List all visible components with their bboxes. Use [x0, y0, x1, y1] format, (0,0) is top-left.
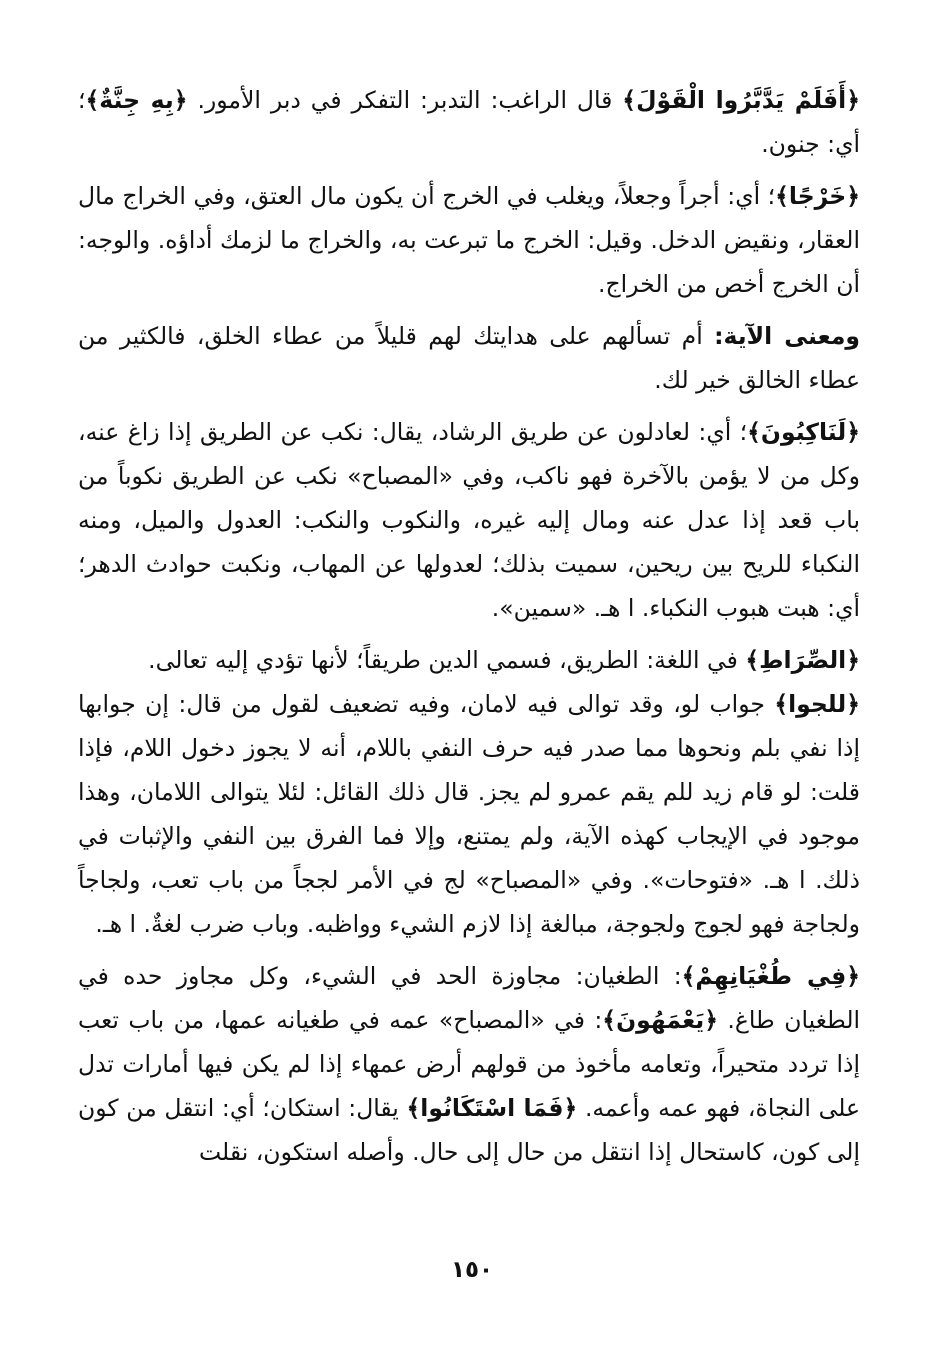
paragraph-4: [78, 410, 860, 630]
quran-term: ﴿الصِّرَاطِ﴾: [745, 646, 860, 674]
page-body: [78, 78, 860, 1174]
quran-term: ﴿لَنَاكِبُونَ﴾: [747, 418, 860, 446]
paragraph-2: [78, 174, 860, 306]
page-number: ١٥٠: [450, 1257, 494, 1283]
body-text: أم تسألهم على هدايتك لهم قليلاً من عطاء الخلق، فالكثير من عطاء الخالق خير لك.: [78, 322, 860, 394]
body-text: جواب لو، وقد توالى فيه لامان، وفيه تضعيف لقول من قال: إن جوابها إذا نفي بلم ونحوها مما صدر فيه حرف النفي باللام، أنه لا يجوز دخول اللام، فإذا قلت: لو قام زيد للم يقم عمرو لم يجز. قال ذلك القائل: لئلا يتوالى اللامان، وهذا موجود في الإيجاب كهذه الآية، ولم يمتنع، وإلا فما الفرق بين النفي والإثبات في ذلك. ا هـ. «فتوحات». وفي «المصباح» لج في الأمر لججاً من باب تعب، ولجاجاً ولجاجة فهو لجوج ولجوجة، مبالغة إذا لازم الشيء وواظبه. وباب ضرب لغةٌ. ا هـ.: [78, 690, 860, 938]
quran-term: ﴿للجوا﴾: [774, 690, 860, 718]
body-text: ؛ أي: جنون.: [78, 86, 860, 158]
body-text: يقال: استكان؛ أي: انتقل من كون إلى كون، كاستحال إذا انتقل من حال إلى حال. وأصله استكون، نقلت: [78, 1094, 860, 1166]
quran-term: ﴿يَعْمَهُونَ﴾: [602, 1006, 718, 1034]
paragraph-3: [78, 314, 860, 402]
quran-term: ﴿خَرْجًا﴾: [775, 182, 860, 210]
body-text: في اللغة: الطريق، فسمي الدين طريقاً؛ لأنها تؤدي إليه تعالى.: [148, 646, 746, 674]
body-text: قال الراغب: التدبر: التفكر في دبر الأمور.: [187, 86, 623, 114]
quran-term: ﴿بِهِ جِنَّةٌ﴾: [85, 86, 188, 114]
body-text: ؛ أي: أجراً وجعلاً، ويغلب في الخرج أن يكون مال العتق، وفي الخراج مال العقار، ونقيض الدخل. وقيل: الخرج ما تبرعت به، والخراج ما لزمك أداؤه. والوجه: أن الخرج أخص من الخراج.: [78, 182, 860, 298]
bold-heading-term: ومعنى الآية:: [714, 322, 860, 350]
paragraph-6: [78, 954, 860, 1174]
body-text: : الطغيان: مجاوزة الحد في الشيء، وكل مجاوز حده في الطغيان طاغ.: [78, 962, 861, 1034]
quran-term: ﴿أَفَلَمْ يَدَّبَّرُوا الْقَوْلَ﴾: [622, 86, 860, 114]
paragraph-5: [78, 638, 860, 946]
paragraph-1: [78, 78, 860, 166]
body-text: ؛ أي: لعادلون عن طريق الرشاد، يقال: نكب عن الطريق إذا زاغ عنه، وكل من لا يؤمن بالآخرة فهو ناكب، وفي «المصباح» نكب عن الطريق نكوباً من باب قعد إذا عدل عنه ومال إليه غيره، والنكوب والنكب: العدول والميل، ومنه النكباء للريح بين ريحين، سميت بذلك؛ لعدولها عن المهاب، ونكبت حوادث الدهر؛ أي: هبت هبوب النكباء. ا هـ. «سمين».: [78, 418, 860, 622]
quran-term: ﴿فَمَا اسْتَكَانُوا﴾: [406, 1094, 578, 1122]
quran-term: ﴿فِي طُغْيَانِهِمْ﴾: [681, 962, 860, 990]
body-text: : في «المصباح» عمه في طغيانه عمها، من باب تعب إذا تردد متحيراً، وتعامه مأخوذ من قولهم أرض عمهاء إذا لم يكن فيها أمارات تدل على النجاة، فهو عمه وأعمه.: [78, 1006, 860, 1122]
